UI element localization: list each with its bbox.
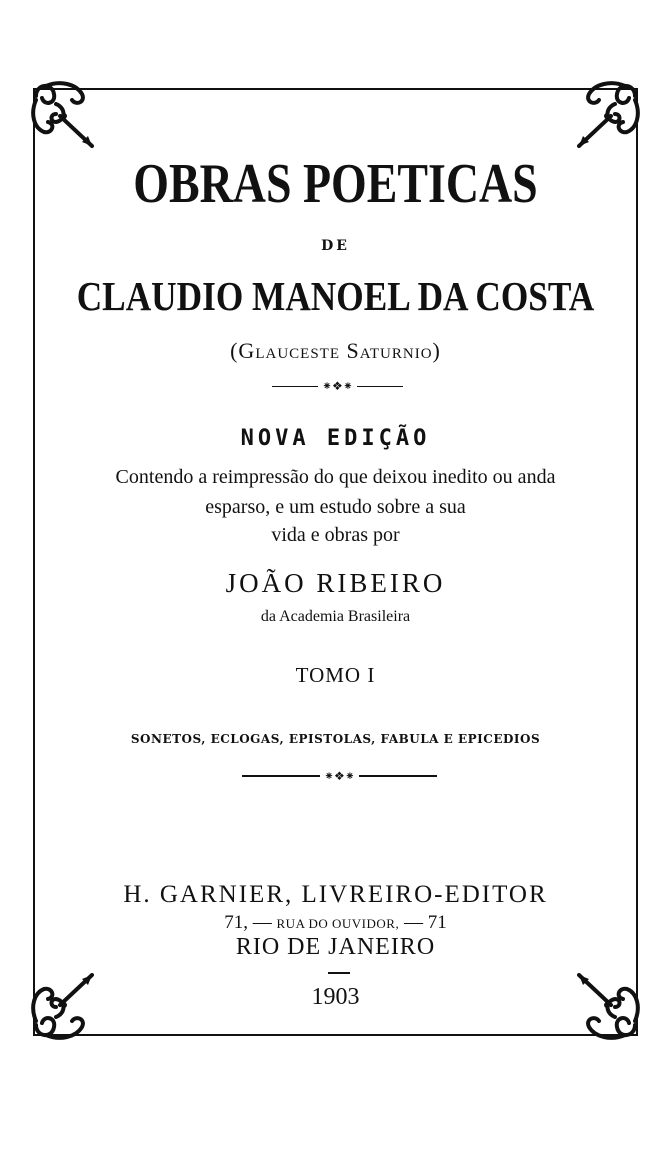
editor-affiliation: da Academia Brasileira [260,608,411,625]
editor-name: JOÃO RIBEIRO [225,568,446,598]
ornament-icon: ⁕❖⁕ [324,769,355,783]
flourish-icon [26,76,106,156]
corner-ornament-top-left [26,76,106,156]
street-number-left: 71, — [224,912,272,933]
volume-number: TOMO I [295,663,376,687]
short-divider [328,972,350,974]
edition-heading: NOVA EDIÇÃO [240,426,431,451]
publisher-address [0,912,671,934]
corner-ornament-top-right [565,76,645,156]
description-line: Contendo a reimpressão do que deixou inedito ou anda [115,466,556,488]
flourish-icon [565,76,645,156]
ornamental-divider [242,770,437,782]
street-name: RUA DO OUVIDOR, [276,916,400,931]
publisher-city: RIO DE JANEIRO [235,934,436,960]
author-name: CLAUDIO MANOEL DA COSTA [76,273,595,319]
volume-contents: SONETOS, ECLOGAS, EPISTOLAS, FABULA E EPICEDIOS [130,732,541,746]
title-connector: DE [321,238,350,254]
book-title: OBRAS POETICAS [133,153,538,215]
publisher-name: H. GARNIER, LIVREIRO-EDITOR [123,881,548,908]
ornamental-divider [272,380,403,392]
description-line: esparso, e um estudo sobre a sua [205,496,466,518]
author-pseudonym: (Glauceste Saturnio) [230,338,441,363]
publication-year: 1903 [311,984,360,1010]
ornament-icon: ⁕❖⁕ [322,379,353,393]
street-number-right: — 71 [403,912,447,933]
description-line: vida e obras por [271,524,400,546]
